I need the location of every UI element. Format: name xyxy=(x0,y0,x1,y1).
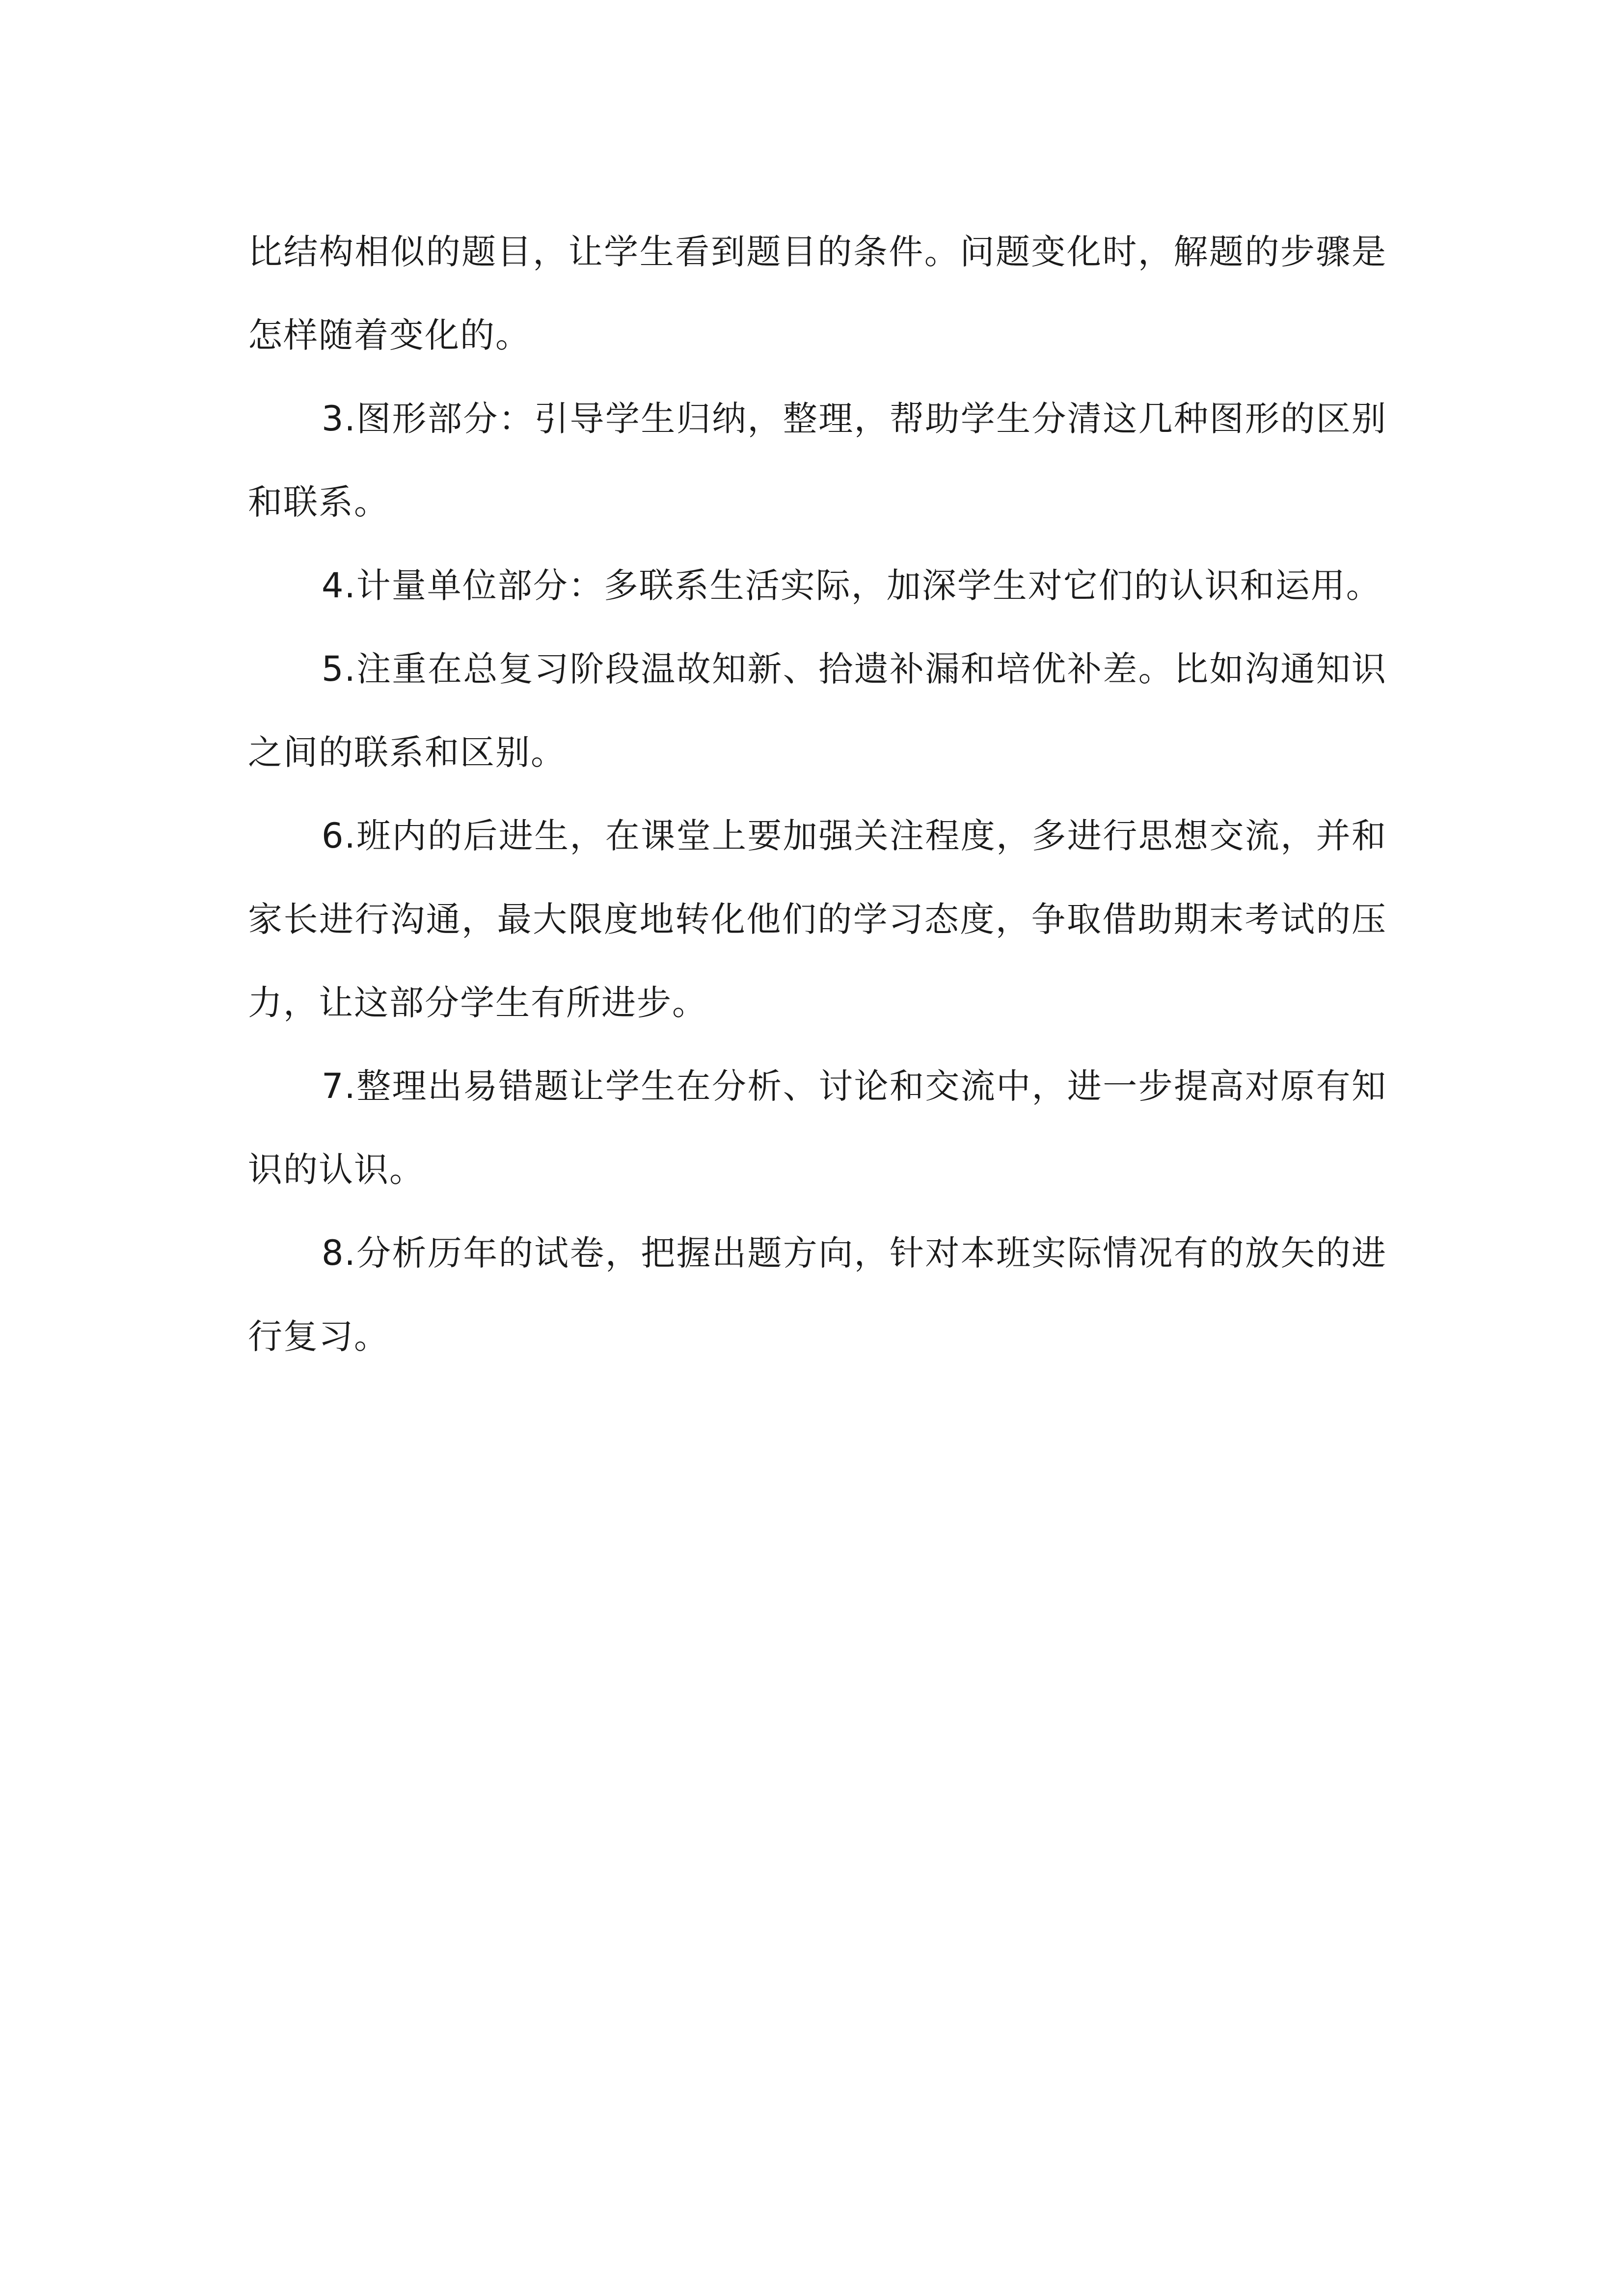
document-body xyxy=(248,210,1387,1378)
paragraph-item-5: 5.注重在总复习阶段温故知新、拾遗补漏和培优补差。比如沟通知识之间的联系和区别。 xyxy=(248,649,1387,773)
paragraph-item-8: 8.分析历年的试卷，把握出题方向，针对本班实际情况有的放矢的进行复习。 xyxy=(248,1233,1387,1357)
paragraph-item-7: 7.整理出易错题让学生在分析、讨论和交流中，进一步提高对原有知识的认识。 xyxy=(248,1066,1387,1190)
paragraph-item-4: 4.计量单位部分：多联系生活实际，加深学生对它们的认识和运用。 xyxy=(322,565,1381,606)
paragraph-item-6: 6.班内的后进生，在课堂上要加强关注程度，多进行思想交流，并和家长进行沟通，最大限度地转化他们的学习态度，争取借助期末考试的压力，让这部分学生有所进步。 xyxy=(248,816,1387,1023)
paragraph-item-3: 3.图形部分：引导学生归纳，整理，帮助学生分清这几种图形的区别和联系。 xyxy=(248,399,1387,522)
paragraph-continuation: 比结构相似的题目，让学生看到题目的条件。问题变化时，解题的步骤是怎样随着变化的。 xyxy=(248,232,1387,355)
